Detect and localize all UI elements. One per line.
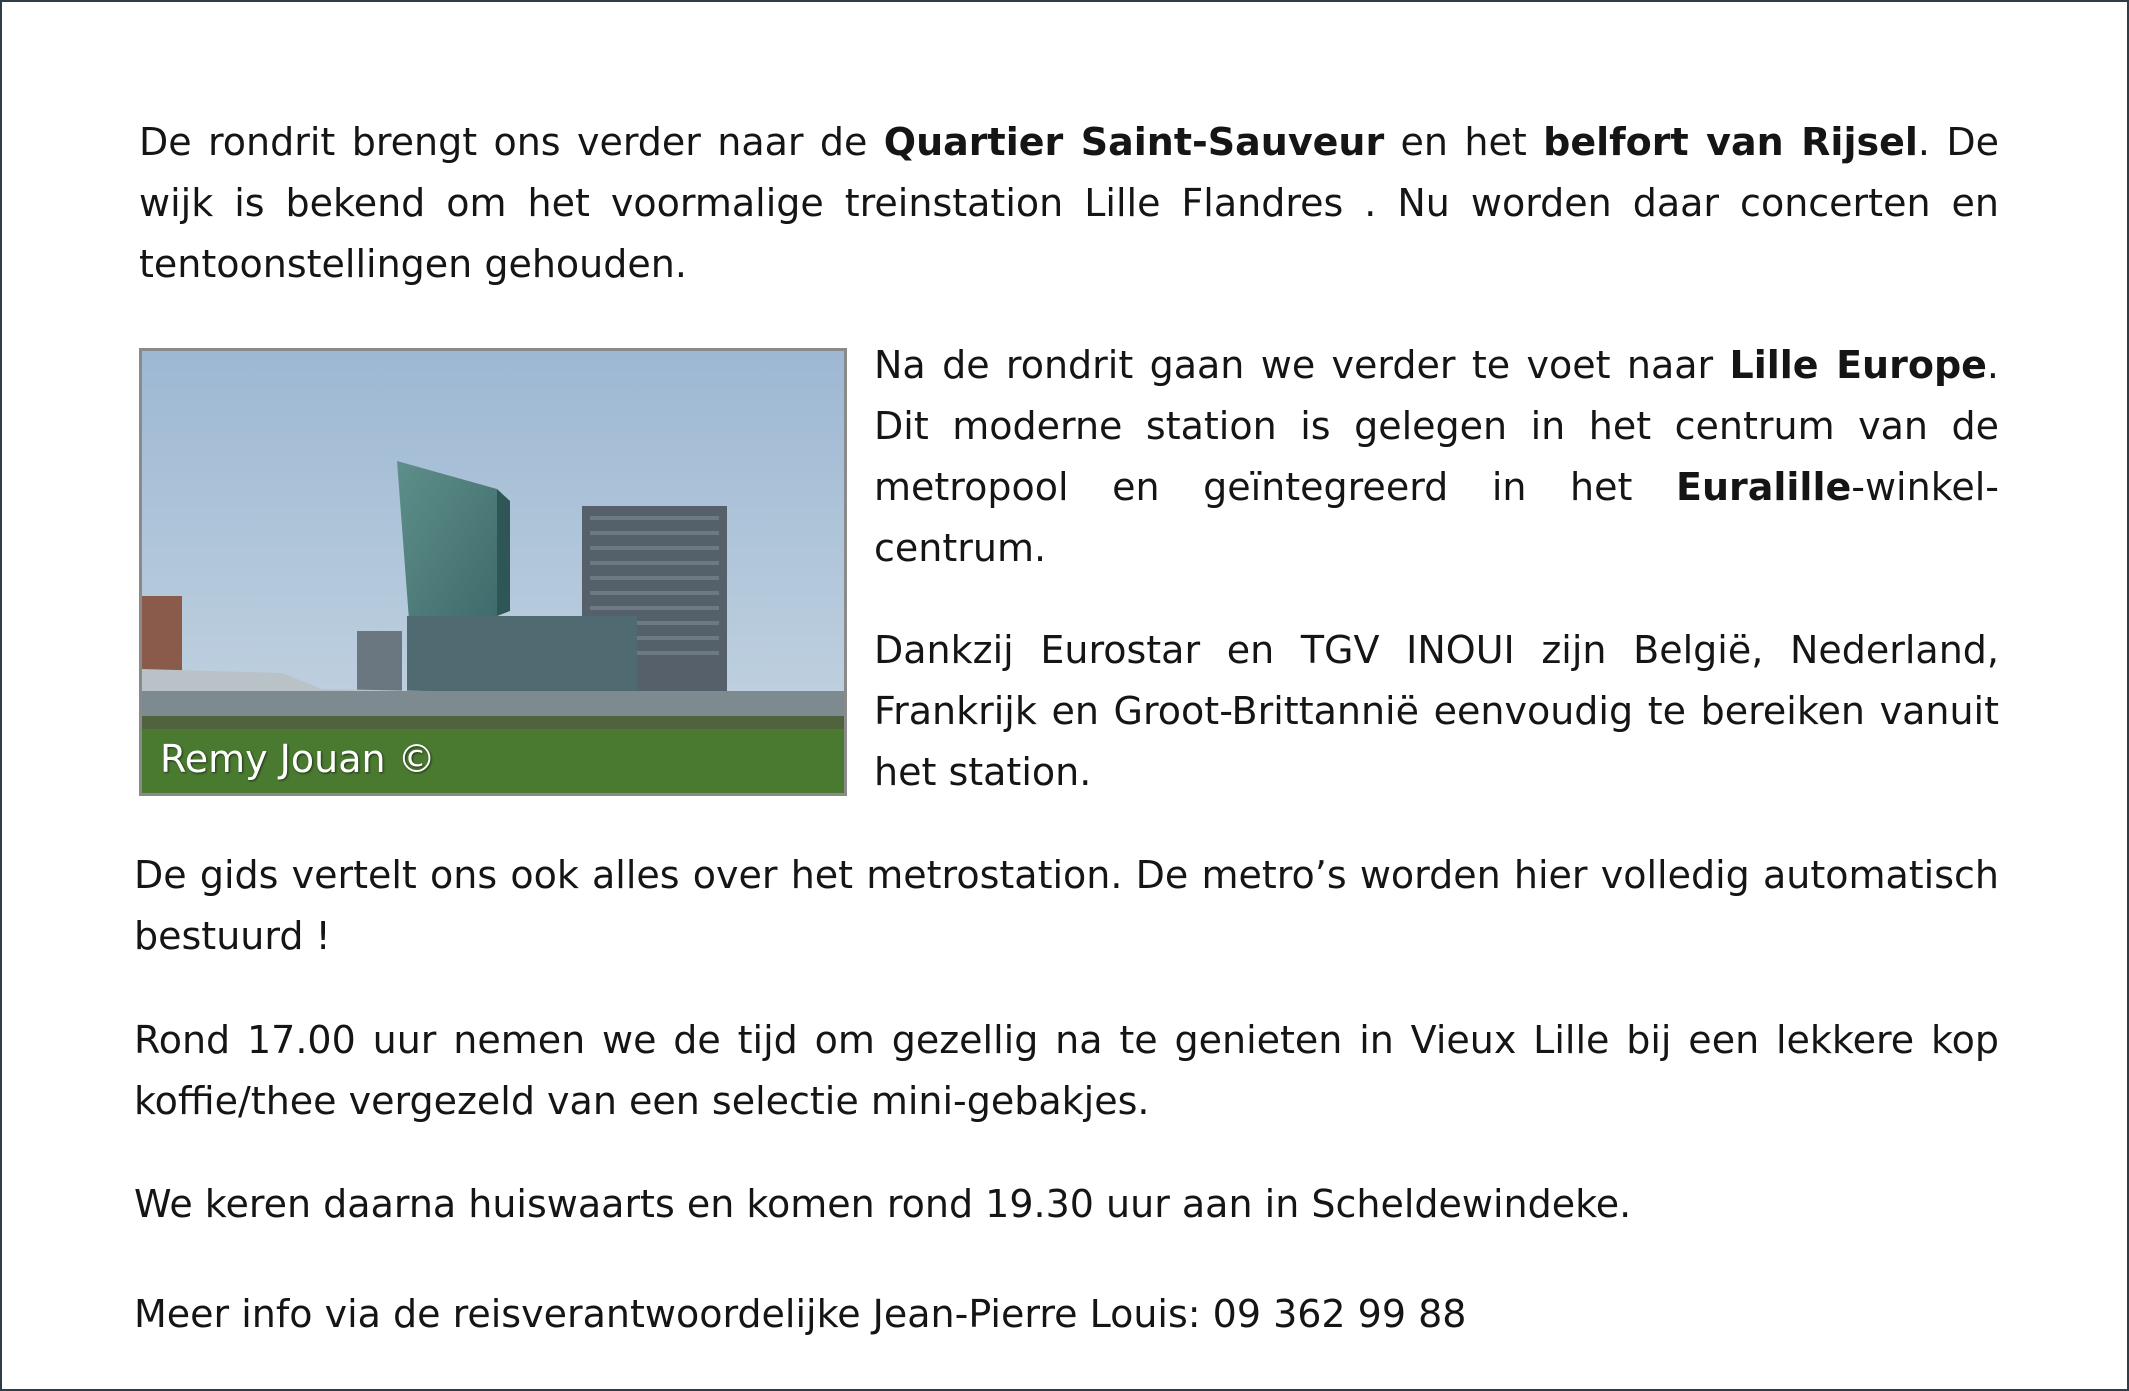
lille-europe-photo — [139, 348, 847, 796]
contact-paragraph: Meer info via de reisverantwoordelijke Jean-Pierre Louis: 09 362 99 88 — [134, 1292, 1467, 1336]
intro-paragraph — [139, 112, 1999, 295]
lille-europe-text-2: . Dit moderne station is gelegen in het centrum van de metropool en geïntegreerd in het — [874, 343, 2000, 509]
euralille-bold: Euralille — [1675, 465, 1852, 509]
trains-paragraph: Dankzij Eurostar en TGV INOUI zijn België, Nederland, Frankrijk en Groot-Brittannië eenvoudig te bereiken vanuit het station. — [874, 628, 1999, 794]
lille-europe-paragraph — [874, 335, 1999, 579]
lille-europe-text-3: -winkel-centrum. — [874, 465, 1999, 570]
intro-bold-saint-sauveur: Quartier Saint-Sauveur — [883, 120, 1385, 164]
intro-text-3: . De wijk is bekend om het voormalige treinstation Lille Flandres . Nu worden daar concerten en tentoonstellingen gehouden. — [139, 120, 1999, 286]
coffee-paragraph: Rond 17.00 uur nemen we de tijd om gezellig na te genieten in Vieux Lille bij een lekkere kop koffie/thee vergezeld van een selectie mini-gebakjes. — [134, 1018, 1999, 1123]
lille-europe-photo-image — [142, 351, 844, 793]
lille-europe-text-1: Na de rondrit gaan we verder te voet naar — [874, 343, 1730, 387]
intro-text-1: De rondrit brengt ons verder naar de — [139, 120, 884, 164]
intro-bold-belfort: belfort van Rijsel — [1543, 120, 1918, 164]
return-paragraph: We keren daarna huiswaarts en komen rond 19.30 uur aan in Scheldewindeke. — [134, 1182, 1632, 1226]
metro-paragraph: De gids vertelt ons ook alles over het metrostation. De metro’s worden hier volledig automatisch bestuurd ! — [134, 853, 1999, 958]
lille-europe-bold: Lille Europe — [1729, 343, 1987, 387]
intro-text-2: en het — [1384, 120, 1544, 164]
photo-credit: Remy Jouan © — [160, 737, 436, 781]
